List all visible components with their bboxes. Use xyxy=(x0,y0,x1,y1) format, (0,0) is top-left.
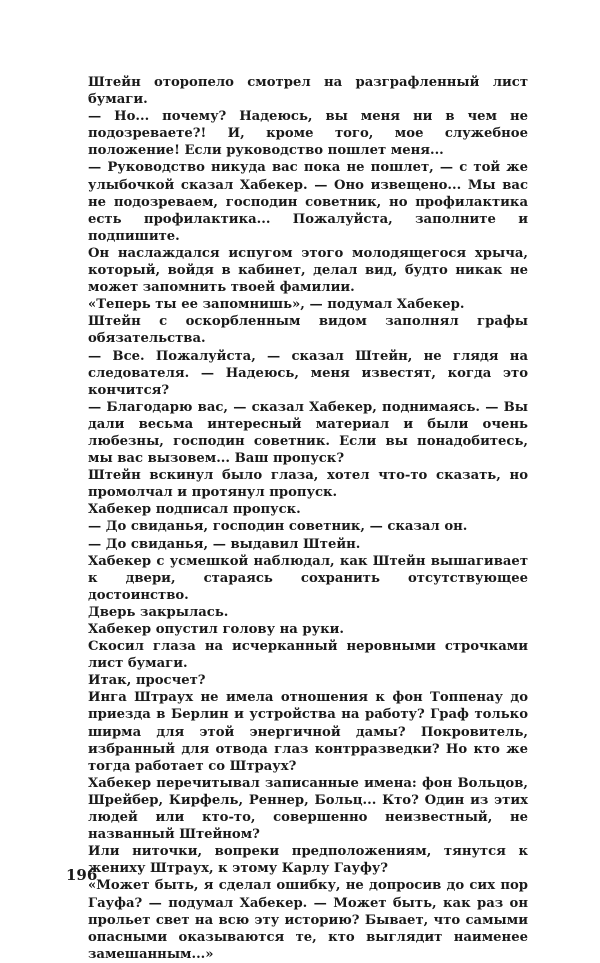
paragraph: — Благодарю вас, — сказал Хабекер, поднимаясь. — Вы дали весьма интересный материал и были очень любезны, господин советник. Если вы понадобитесь, мы вас вызовем... Ваш пропуск? xyxy=(88,399,528,467)
paragraph: Хабекер подписал пропуск. xyxy=(88,502,301,518)
paragraph: — Все. Пожалуйста, — сказал Штейн, не глядя на следователя. — Надеюсь, меня известят, когда это кончится? xyxy=(88,348,528,398)
paragraph: Хабекер опустил голову на руки. xyxy=(88,622,344,637)
paragraph: — Но... почему? Надеюсь, вы меня ни в чем не подозреваете?! И, кроме того, мое служебное положение! Если руководство пошлет меня... xyxy=(88,109,528,159)
page-number: 196 xyxy=(66,866,98,884)
paragraph: Дверь закрылась. xyxy=(88,604,229,620)
paragraph: Итак, просчет? xyxy=(88,673,206,689)
paragraph: Штейн оторопело смотрел на разграфленный лист бумаги. xyxy=(88,75,528,108)
paragraph: Он наслаждался испугом этого молодящегося хрыча, который, войдя в кабинет, делал вид, будто никак не может запомнить твоей фамилии. xyxy=(88,245,528,296)
paragraph: «Может быть, я сделал ошибку, не допросив до сих пор Гауфа? — подумал Хабекер. — Может быть, как раз он прольет свет на всю эту историю? Бывает, что самыми опасными оказываются те, кто выглядит наименее замешанным...» xyxy=(88,878,528,962)
paragraph: — До свиданья, — выдавил Штейн. xyxy=(88,536,361,552)
page-body xyxy=(88,74,528,963)
paragraph: Скосил глаза на исчерканный неровными строчками лист бумаги. xyxy=(88,639,528,672)
paragraph: Инга Штраух не имела отношения к фон Топпенау до приезда в Берлин и устройства на работу? Граф только ширма для этой энергичной дамы? Покровитель, избранный для отвода глаз контрразведки? Но кто же тогда работает со Штраух? xyxy=(88,690,528,774)
paragraph: Или ниточки, вопреки предположениям, тянутся к жениху Штраух, к этому Карлу Гауфу? xyxy=(88,844,528,877)
paragraph: Хабекер перечитывал записанные имена: фон Вольцов, Шрейбер, Кирфель, Реннер, Больц... Кто? Один из этих людей или кто-то, совершенно неизвестный, не названный Штейном? xyxy=(88,775,528,843)
paragraph: Штейн вскинул было глаза, хотел что-то сказать, но промолчал и протянул пропуск. xyxy=(88,468,528,501)
paragraph: Штейн с оскорбленным видом заполнял графы обязательства. xyxy=(88,314,528,347)
paragraph: Хабекер с усмешкой наблюдал, как Штейн вышагивает к двери, стараясь сохранить отсутствующее достоинство. xyxy=(88,553,528,603)
paragraph: — До свиданья, господин советник, — сказал он. xyxy=(88,519,468,535)
paragraph: «Теперь ты ее запомнишь», — подумал Хабекер. xyxy=(88,297,465,313)
paragraph: — Руководство никуда вас пока не пошлет, — с той же улыбочкой сказал Хабекер. — Оно извещено... Мы вас не подозреваем, господин советник, но профилактика есть профилактика... Пожалуйста, заполните и подпишите. xyxy=(88,160,528,244)
